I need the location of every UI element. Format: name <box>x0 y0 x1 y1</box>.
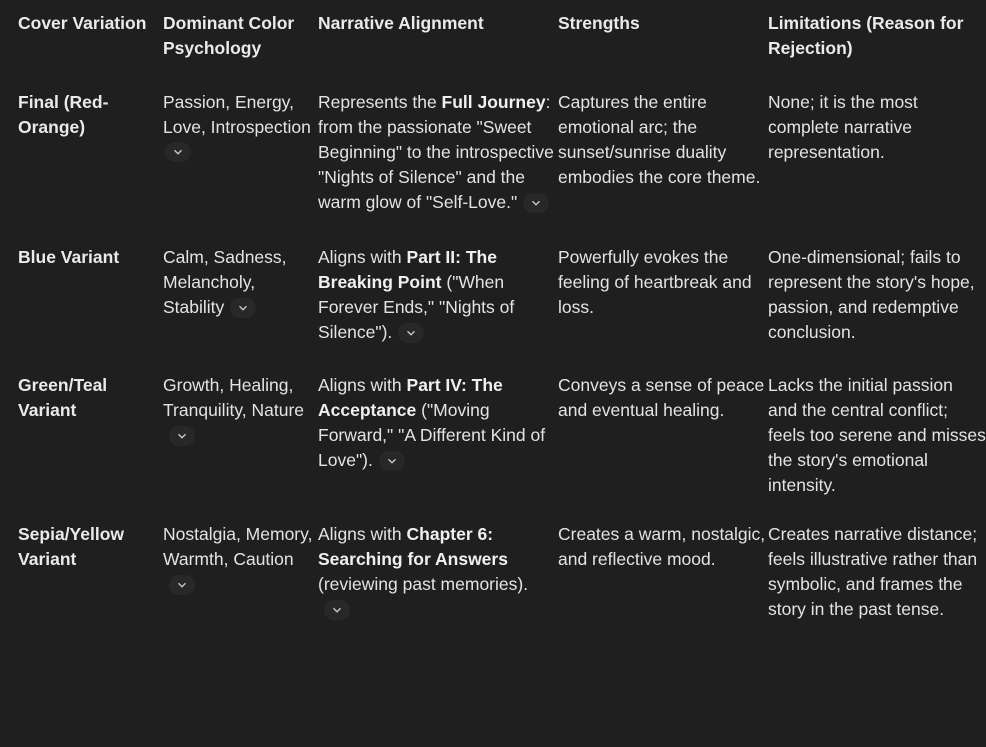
narrative-alignment-cell <box>318 369 558 522</box>
limitations-cell: None; it is the most complete narrative representation. <box>768 92 918 162</box>
cover-variation-text: Green/Teal Variant <box>18 375 108 420</box>
header-row <box>0 0 986 81</box>
source-chip-button[interactable] <box>523 193 549 213</box>
chevron-down-icon <box>406 328 416 338</box>
chevron-down-icon <box>332 605 342 615</box>
header-color-psychology: Dominant Color Psychology <box>163 13 295 58</box>
color-psychology-text: Passion, Energy, Love, Introspection <box>163 92 311 137</box>
strengths-cell: Creates a warm, nostalgic, and reflective mood. <box>558 524 766 569</box>
cover-variation-cell <box>0 522 163 646</box>
source-chip-button[interactable] <box>398 323 424 343</box>
source-chip-button[interactable] <box>230 298 256 318</box>
chevron-down-icon <box>177 580 187 590</box>
cover-variation-cell <box>0 239 163 369</box>
source-chip-button[interactable] <box>165 142 191 162</box>
alignment-prefix: Represents the <box>318 92 442 112</box>
source-chip-button[interactable] <box>169 426 195 446</box>
narrative-alignment-cell <box>318 239 558 369</box>
narrative-alignment-cell <box>318 81 558 239</box>
alignment-bold: Part IV: The Acceptance <box>318 375 503 420</box>
table-row <box>0 369 986 522</box>
cover-variation-text: Blue Variant <box>18 247 120 267</box>
chevron-down-icon <box>387 456 397 466</box>
chevron-down-icon <box>173 147 183 157</box>
color-psychology-cell <box>163 81 318 239</box>
limitations-cell: Lacks the initial passion and the central conflict; feels too serene and misses the story's emotional intensity. <box>768 375 986 495</box>
chevron-down-icon <box>177 431 187 441</box>
color-psychology-text: Nostalgia, Memory, Warmth, Caution <box>163 524 313 569</box>
strengths-cell: Captures the entire emotional arc; the sunset/sunrise duality embodies the core theme. <box>558 92 761 187</box>
cover-variation-text: Final (Red-Orange) <box>18 92 109 137</box>
table-row <box>0 522 986 646</box>
table-row <box>0 81 986 239</box>
alignment-prefix: Aligns with <box>318 247 407 267</box>
limitations-cell: One-dimensional; fails to represent the story's hope, passion, and redemptive conclusion. <box>768 247 975 342</box>
header-strengths: Strengths <box>558 13 640 33</box>
alignment-suffix: (reviewing past memories). <box>318 574 529 594</box>
header-limitations: Limitations (Reason for Rejection) <box>768 13 964 58</box>
limitations-cell: Creates narrative distance; feels illustrative rather than symbolic, and frames the story in the past tense. <box>768 524 978 619</box>
header-narrative-alignment: Narrative Alignment <box>318 13 484 33</box>
cover-variation-cell <box>0 81 163 239</box>
table-row <box>0 239 986 369</box>
chevron-down-icon <box>531 198 541 208</box>
alignment-prefix: Aligns with <box>318 524 407 544</box>
source-chip-button[interactable] <box>324 600 350 620</box>
alignment-bold: Full Journey <box>441 92 546 112</box>
cover-variation-text: Sepia/Yellow Variant <box>18 524 125 569</box>
alignment-bold: Part II: The Breaking Point <box>318 247 497 292</box>
alignment-suffix: ("When Forever Ends," "Nights of Silence"). <box>318 272 515 342</box>
color-psychology-cell <box>163 522 318 646</box>
strengths-cell: Powerfully evokes the feeling of heartbreak and loss. <box>558 247 752 317</box>
alignment-prefix: Aligns with <box>318 375 407 395</box>
color-psychology-text: Calm, Sadness, Melancholy, Stability <box>163 247 287 317</box>
source-chip-button[interactable] <box>169 575 195 595</box>
alignment-bold: Chapter 6: Searching for Answers <box>318 524 508 569</box>
alignment-suffix: ("Moving Forward," "A Different Kind of Love"). <box>318 400 546 470</box>
chevron-down-icon <box>238 303 248 313</box>
source-chip-button[interactable] <box>379 451 405 471</box>
alignment-suffix: : from the passionate "Sweet Beginning" to the introspective "Nights of Silence" and the warm glow of "Self-Love." <box>318 92 554 212</box>
strengths-cell: Conveys a sense of peace and eventual healing. <box>558 375 765 420</box>
color-psychology-cell <box>163 239 318 369</box>
header-cover-variation: Cover Variation <box>18 13 147 33</box>
narrative-alignment-cell <box>318 522 558 646</box>
cover-variation-cell <box>0 369 163 522</box>
color-psychology-text: Growth, Healing, Tranquility, Nature <box>163 375 305 420</box>
color-psychology-cell <box>163 369 318 522</box>
